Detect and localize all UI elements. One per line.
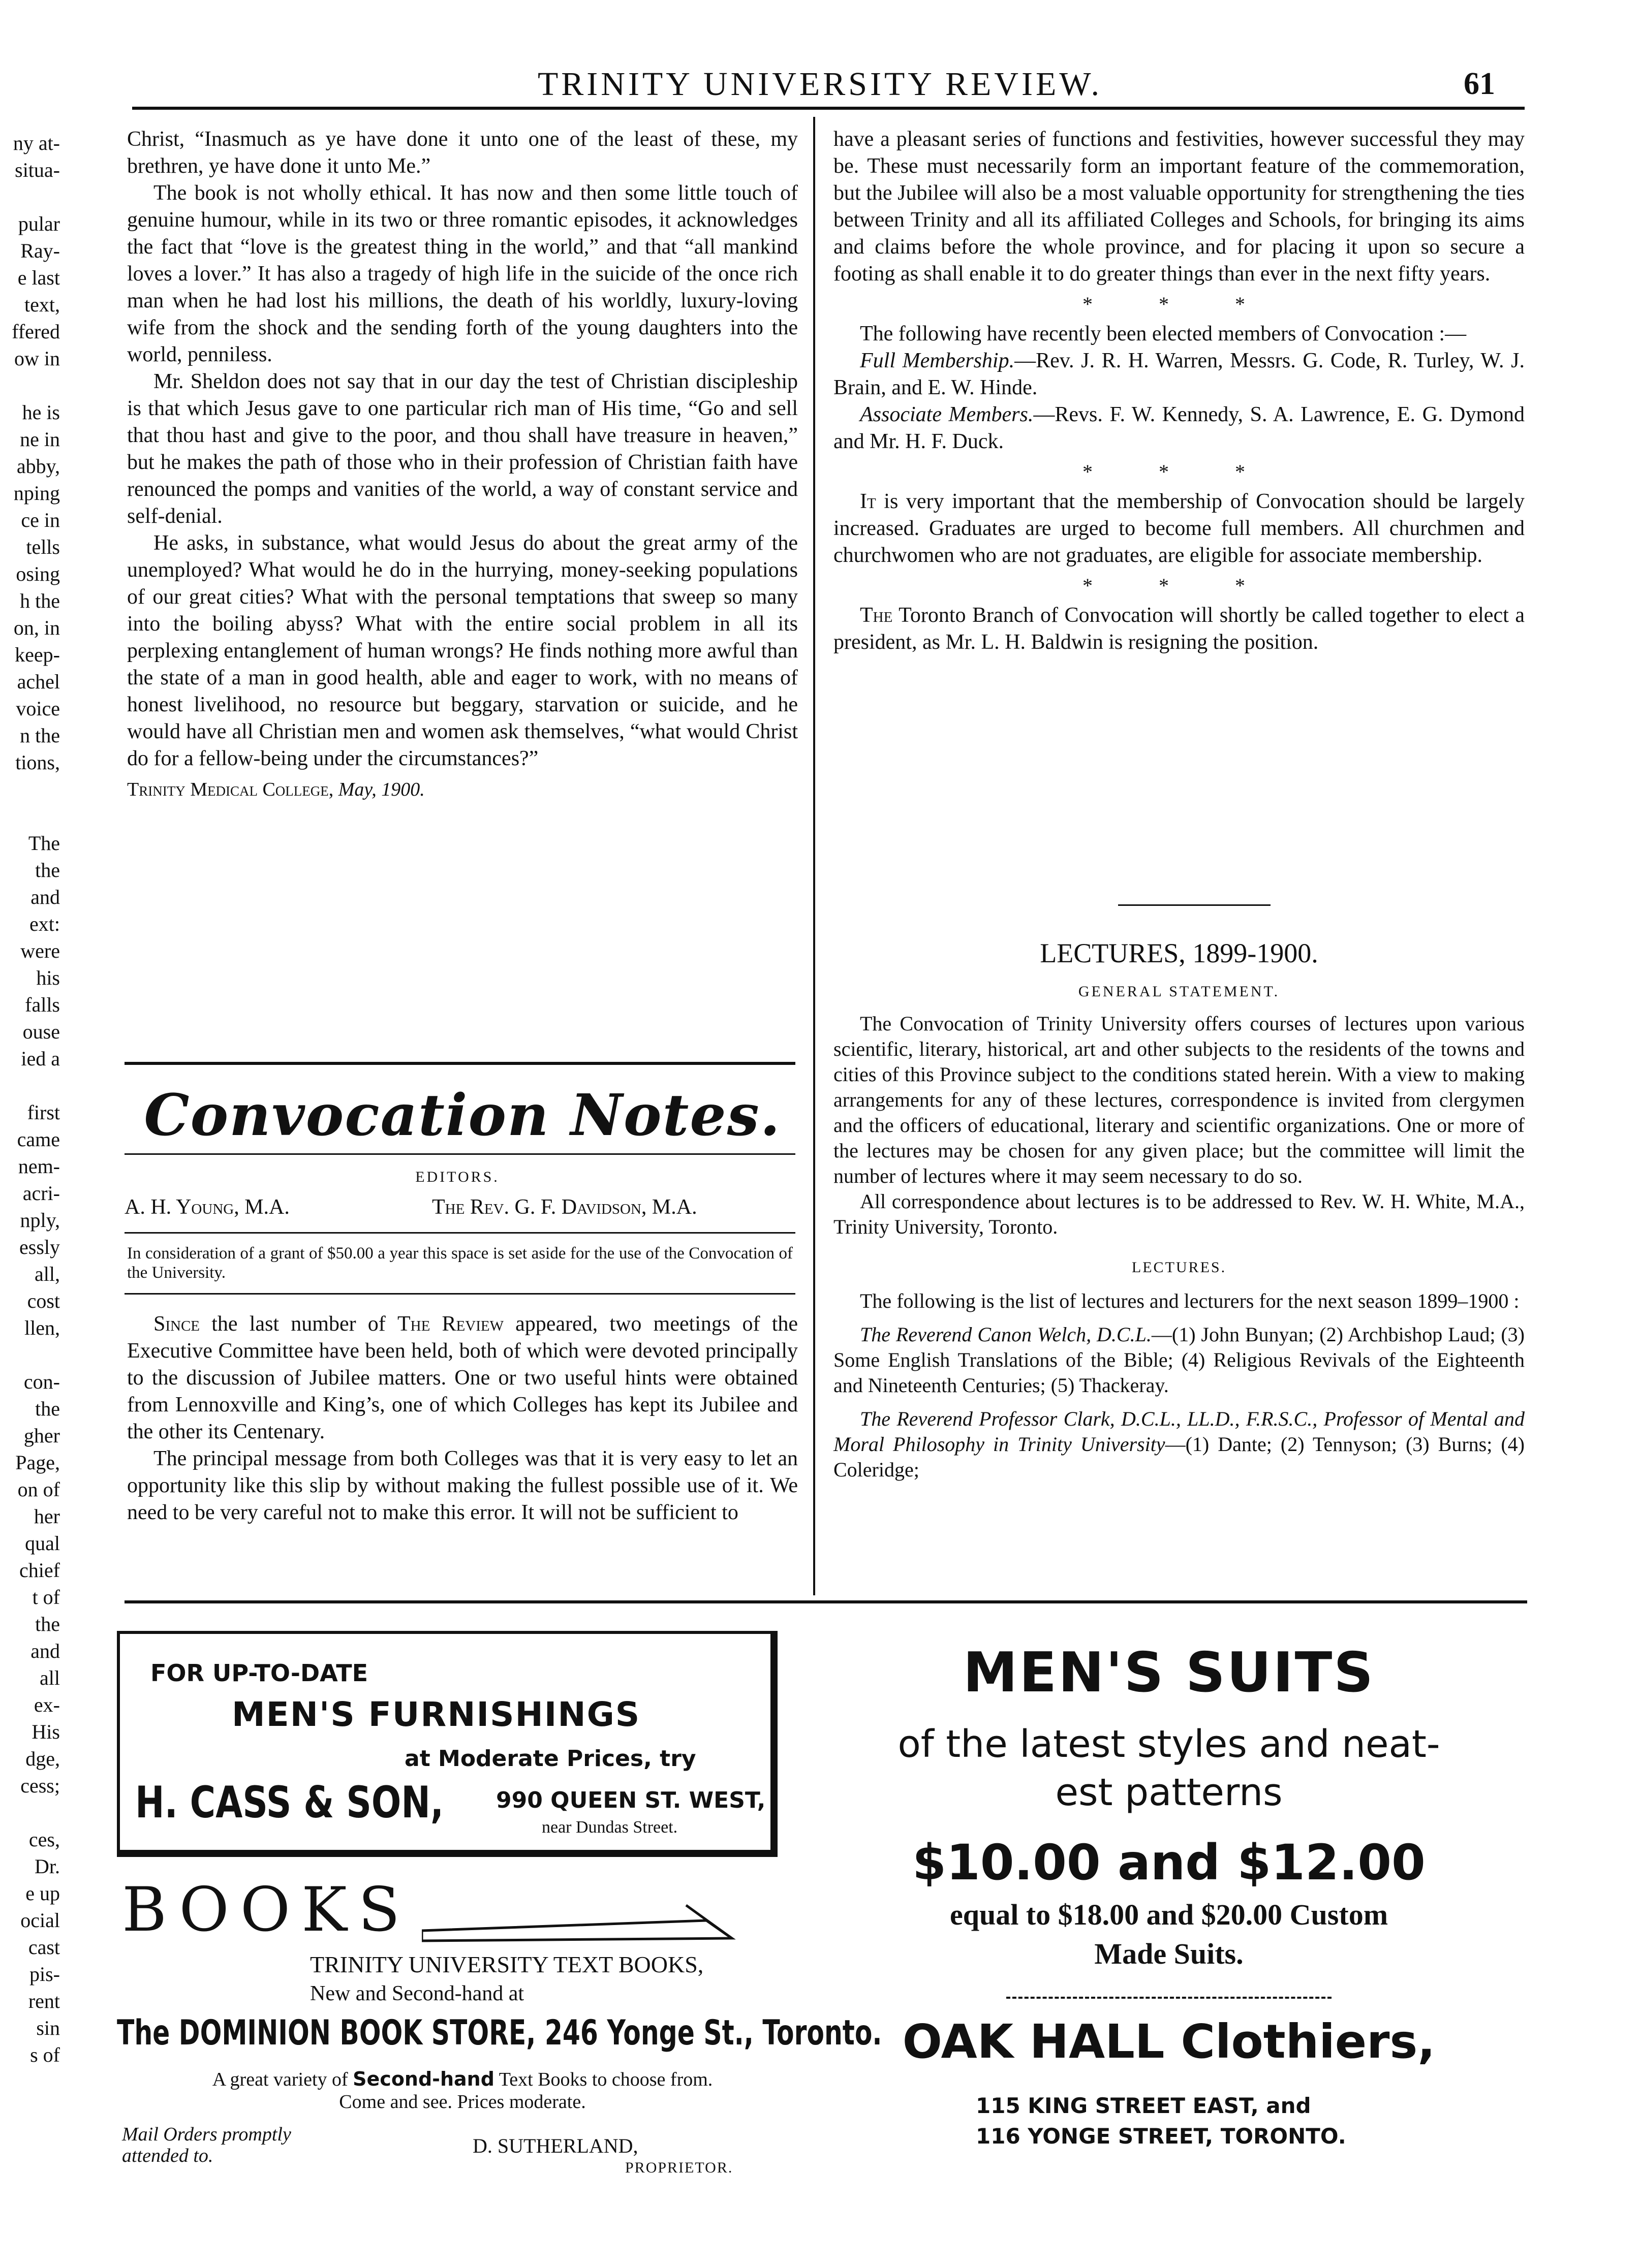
oak-price: $10.00 and $12.00 [912,1834,1426,1891]
margin-fragment: ext: [29,912,60,935]
margin-fragment: ocial [20,1909,60,1932]
margin-fragment: on of [17,1478,60,1501]
text-span: the last number of [200,1312,397,1336]
signature-date: May, 1900. [338,779,425,800]
text-span: Second-hand [353,2068,494,2090]
signature-name: Trinity Medical College, [127,779,334,800]
margin-fragment: pis- [29,1963,60,1986]
lecturer-welch [833,1322,1525,1398]
assoc-text: —Revs. F. W. Kennedy, S. A. Lawrence, E. G. Dymond and Mr. H. F. Duck. [833,403,1525,453]
margin-fragment [0,183,60,210]
lectures-title: LECTURES, 1899-1900. [1040,938,1318,968]
oak-address-2: 116 YONGE STREET, TORONTO. [976,2124,1346,2149]
oak-name: OAK HALL Clothiers, [902,2014,1436,2069]
margin-fragment: chief [19,1559,60,1582]
margin-fragment: the [35,1397,60,1420]
title-rule [125,1153,795,1155]
lecturer-name: The Reverend Professor Clark, D.C.L., LL.D., F.R.S.C., Professor of Mental and Moral Philosophy in Trinity University [833,1407,1525,1456]
margin-fragment: acri- [22,1182,60,1205]
margin-fragment: ex- [34,1693,60,1716]
section-stars: * * * [1082,293,1276,316]
drop-word: Since [153,1312,200,1336]
books-arrow-decoration [422,1900,737,1946]
oak-sub-2: est patterns [1055,1771,1283,1814]
full-label: Full Membership. [860,349,1015,372]
lectures-intro: The following is the list of lectures and lecturers for the next season 1899–1900 : [860,1289,1520,1312]
lecture-list: —(1) Dante; (2) Tennyson; (3) Burns; (4) Coleridge; [833,1433,1525,1481]
margin-fragment: keep- [15,643,60,666]
editors-label: EDITORS. [415,1169,500,1185]
margin-fragment [0,776,60,803]
margin-fragment: llen, [24,1316,60,1339]
books-proprietor-name: D. SUTHERLAND, [473,2134,638,2157]
margin-fragment: abby, [16,455,60,478]
grant-rule [125,1293,795,1295]
header-rule [132,107,1525,110]
margin-fragment: osing [16,562,60,585]
page-number: 61 [1464,67,1495,101]
margin-fragment: gher [23,1424,60,1447]
margin-fragment: he is [22,401,60,424]
lectures-rule [1118,904,1271,906]
review-paragraph: He asks, in substance, what would Jesus do about the great army of the unemployed? What would he do in the hurrying, money-seeking populations of our great cities? What with the personal temptations that sweep so many into the boiling abyss? What with the entire social problem in all its perplexing entanglement of human wrongs? He finds nothing more awful than the state of a man in good health, able and eager to work, with no means of honest livelihood, no resource but beggary, starvation or suicide, and he would have all Christian men and women ask themselves, “what would Christ do for a fellow-being under the circumstances?” [127,531,798,770]
margin-fragment: ied a [21,1047,60,1070]
margin-fragment: and [30,886,60,908]
drop-word: The [860,604,893,627]
margin-fragment: first [27,1101,60,1124]
editors-rule [125,1232,795,1234]
margin-fragment: essly [19,1236,60,1258]
margin-fragment: Ray- [20,239,60,262]
margin-fragment: ne in [20,428,60,451]
oak-equal-1: equal to $18.00 and $20.00 Custom [949,1898,1388,1931]
margin-fragment: ouse [22,1020,60,1043]
margin-fragment: dge, [25,1747,60,1770]
lecturer-clark [833,1406,1525,1483]
membership-paragraph [833,488,1525,569]
lectures-sub-label: LECTURES. [1131,1259,1227,1276]
convocation-paragraph: The principal message from both Colleges was that it is very easy to let an opportunity like this slip by without making the fullest possible use of it. We need to be very careful not to make this error. It will not be sufficient to [127,1447,798,1524]
toronto-branch-paragraph [833,602,1525,656]
margin-fragment: her [34,1505,60,1528]
cass-line-3: at Moderate Prices, try [405,1746,696,1772]
editor-young: A. H. Young, M.A. [125,1195,290,1219]
jubilee-paragraph: have a pleasant series of functions and festivities, however successful they may be. These must necessarily form an important feature of the commemoration, but the Jubilee will also be a most valuable opportunity for strengthening the ties between Trinity and all its affiliated Colleges and Schools, for bringing its aims and claims before the whole province, and for placing it upon so secure a footing as shall enable it to do greater things than ever in the next fifty years. [833,128,1525,286]
margin-fragment: His [32,1720,60,1743]
convocation-notes-title: Convocation Notes. [144,1082,781,1149]
margin-fragment: tells [26,536,60,558]
margin-fragment: cess; [20,1774,60,1797]
books-line-1: TRINITY UNIVERSITY TEXT BOOKS, [310,1951,704,1977]
text-span: is very important that the membership of Convocation should be largely increased. Graduates are urged to become full members. All churchmen and churchwomen who are not graduates, are eligible for associate membership. [833,490,1525,567]
margin-fragment: text, [24,293,60,316]
grant-note: In consideration of a grant of $50.00 a year this space is set aside for the use of the Convocation of the University. [127,1244,793,1282]
margin-fragment: his [36,966,60,989]
margin-fragment [0,372,60,399]
margin-fragment: The [28,832,60,855]
margin-fragment: falls [25,993,60,1016]
margin-fragment: ce in [21,509,60,531]
margin-fragments [0,130,60,2068]
books-heading: BOOKS [122,1875,412,1945]
margin-fragment: nply, [20,1209,60,1232]
section-stars: * * * [1082,574,1276,597]
cass-advertisement [117,1631,778,1857]
general-statement-label: GENERAL STATEMENT. [1078,983,1280,1000]
margin-fragment: ny at- [13,132,60,154]
margin-fragment [0,1072,60,1099]
cass-line-1: FOR UP-TO-DATE [150,1659,368,1687]
margin-fragment [0,803,60,830]
review-paragraph: The book is not wholly ethical. It has now and then some little touch of genuine humour, while in its two or three romantic episodes, it acknowledges the fact that “love is the greatest thing in the world,” and that “all mankind loves a lover.” It has also a tragedy of high life in the suicide of the once rich man when he had lost his millions, the death of his worldly, luxury-loving wife from the shock and the sending forth of the young daughters into the world, penniless. [127,181,798,366]
lectures-column [833,1011,1525,1483]
review-paragraph: Christ, “Inasmuch as ye have done it unto one of the least of these, my brethren, ye have done it unto Me.” [127,128,798,178]
margin-fragment: and [30,1640,60,1662]
books-proprietor-label: PROPRIETOR. [625,2159,733,2176]
margin-fragment: all, [35,1263,60,1285]
margin-fragment: e last [17,266,60,289]
drop-word: It [860,490,876,513]
margin-fragment: Dr. [35,1855,60,1878]
text-span: Toronto Branch of Convocation will shortly be called together to elect a president, as Mr. L. H. Baldwin is resigning the position. [833,604,1525,654]
margin-fragment: qual [25,1532,60,1555]
books-mail-orders: Mail Orders promptly attended to. [122,2124,291,2166]
oak-sub-1: of the latest styles and neat- [898,1722,1440,1766]
text-span: A great variety of [212,2069,353,2090]
margin-fragment: situa- [15,159,60,181]
lecture-list: —(1) John Bunyan; (2) Archbishop Laud; (3) Some English Translations of the Bible; (4) Religious Revivals of the Eighteenth and Nineteenth Centuries; (5) Thackeray. [833,1323,1525,1397]
oak-divider [1006,1997,1332,1999]
column-divider [813,117,815,1595]
margin-fragment: cast [28,1936,60,1959]
books-variety [208,2068,717,2113]
full-text: —Rev. J. R. H. Warren, Messrs. G. Code, R. Turley, W. J. Brain, and E. W. Hinde. [833,349,1525,399]
oak-hall-advertisement [813,1641,1525,2225]
correspondence-paragraph: All correspondence about lectures is to be addressed to Rev. W. H. White, M.A., Trinity University, Toronto. [833,1190,1525,1238]
general-statement-paragraph: The Convocation of Trinity University offers courses of lectures upon various scientific, literary, historical, art and other subjects to the residents of the towns and cities of this Province subject to the conditions stated herein. With a view to making arrangements for any of these lectures, correspondence is invited from clergymen and the officers of educational, literary and scientific organizations. One or more of the lectures may be chosen for any given place; but the committee will limit the number of lectures where it may seem necessary to do so. [833,1012,1525,1187]
margin-fragment: on, in [13,616,60,639]
margin-fragment: rent [28,1990,60,2012]
margin-fragment: tions, [15,751,60,774]
margin-fragment: voice [16,697,60,720]
lecturer-name: The Reverend Canon Welch, D.C.L. [860,1323,1152,1346]
margin-fragment: were [20,939,60,962]
margin-fragment: the [35,859,60,881]
convocation-text-column [127,1311,798,1526]
text-span: appeared, two meetings of the Executive Committee have been held, both of which were devoted principally to the discussion of Jubilee matters. One or two useful hints were obtained from Lennoxville and King’s, one of which Colleges has kept its Jubilee and the other its Centenary. [127,1312,798,1443]
oak-equal-2: Made Suits. [1094,1937,1244,1970]
margin-fragment: pular [18,212,60,235]
margin-fragment: the [35,1613,60,1635]
margin-fragment [0,1341,60,1368]
assoc-label: Associate Members. [860,403,1034,426]
margin-fragment: s of [30,2043,60,2066]
oak-address-1: 115 KING STREET EAST, and [976,2093,1311,2118]
cass-near: near Dundas Street. [542,1818,678,1837]
section-rule [125,1062,795,1065]
margin-fragment: cost [27,1289,60,1312]
margin-fragment: nping [13,482,60,505]
books-line-2: New and Second-hand at [310,1982,524,2005]
margin-fragment: n the [20,724,60,747]
review-paragraph: Mr. Sheldon does not say that in our day the test of Christian discipleship is that which Jesus gave to one particular rich man of His time, “Go and sell that thou hast and give to the poor, and thou shall have treasure in heaven,” but he makes the path of those who in their profession of Christian faith have renounced the pomps and vanities of the world, a way of constant service and self-denial. [127,370,798,528]
cass-name: H. CASS & SON, [135,1777,444,1828]
margin-fragment: h the [20,589,60,612]
cass-line-2: MEN'S FURNISHINGS [232,1695,641,1734]
convocation-paragraph [127,1311,798,1445]
margin-fragment: came [17,1128,60,1151]
oak-title: MEN'S SUITS [963,1641,1375,1705]
review-signature [127,776,798,803]
margin-fragment: e up [25,1882,60,1905]
editor-davidson: The Rev. G. F. Davidson, M.A. [432,1195,697,1219]
margin-fragment [0,1799,60,1826]
books-advertisement [117,1875,882,2256]
cass-address: 990 QUEEN ST. WEST, [496,1787,766,1813]
bottom-rule [125,1600,1527,1603]
books-store: The DOMINION BOOK STORE, 246 Yonge St., Toronto. [117,2013,882,2053]
margin-fragment: ffered [12,320,60,343]
full-membership [833,348,1525,401]
section-stars: * * * [1082,460,1276,483]
review-text-column [127,126,798,803]
margin-fragment: Page, [15,1451,60,1474]
page-header-title: TRINITY UNIVERSITY REVIEW. [537,66,1103,103]
right-text-column [833,126,1525,656]
text-span: Text Books to choose from. Come and see. Prices moderate. [339,2069,713,2113]
margin-fragment: sin [36,2017,60,2039]
margin-fragment: all [40,1666,60,1689]
elected-paragraph: The following have recently been elected members of Convocation :— [860,322,1467,345]
margin-fragment: achel [17,670,60,693]
margin-fragment: ow in [14,347,60,370]
margin-fragment: con- [23,1370,60,1393]
review-name: The Review [397,1312,504,1336]
margin-fragment: nem- [18,1155,60,1178]
margin-fragment: ces, [28,1828,60,1851]
margin-fragment: t of [32,1586,60,1609]
associate-members [833,401,1525,455]
